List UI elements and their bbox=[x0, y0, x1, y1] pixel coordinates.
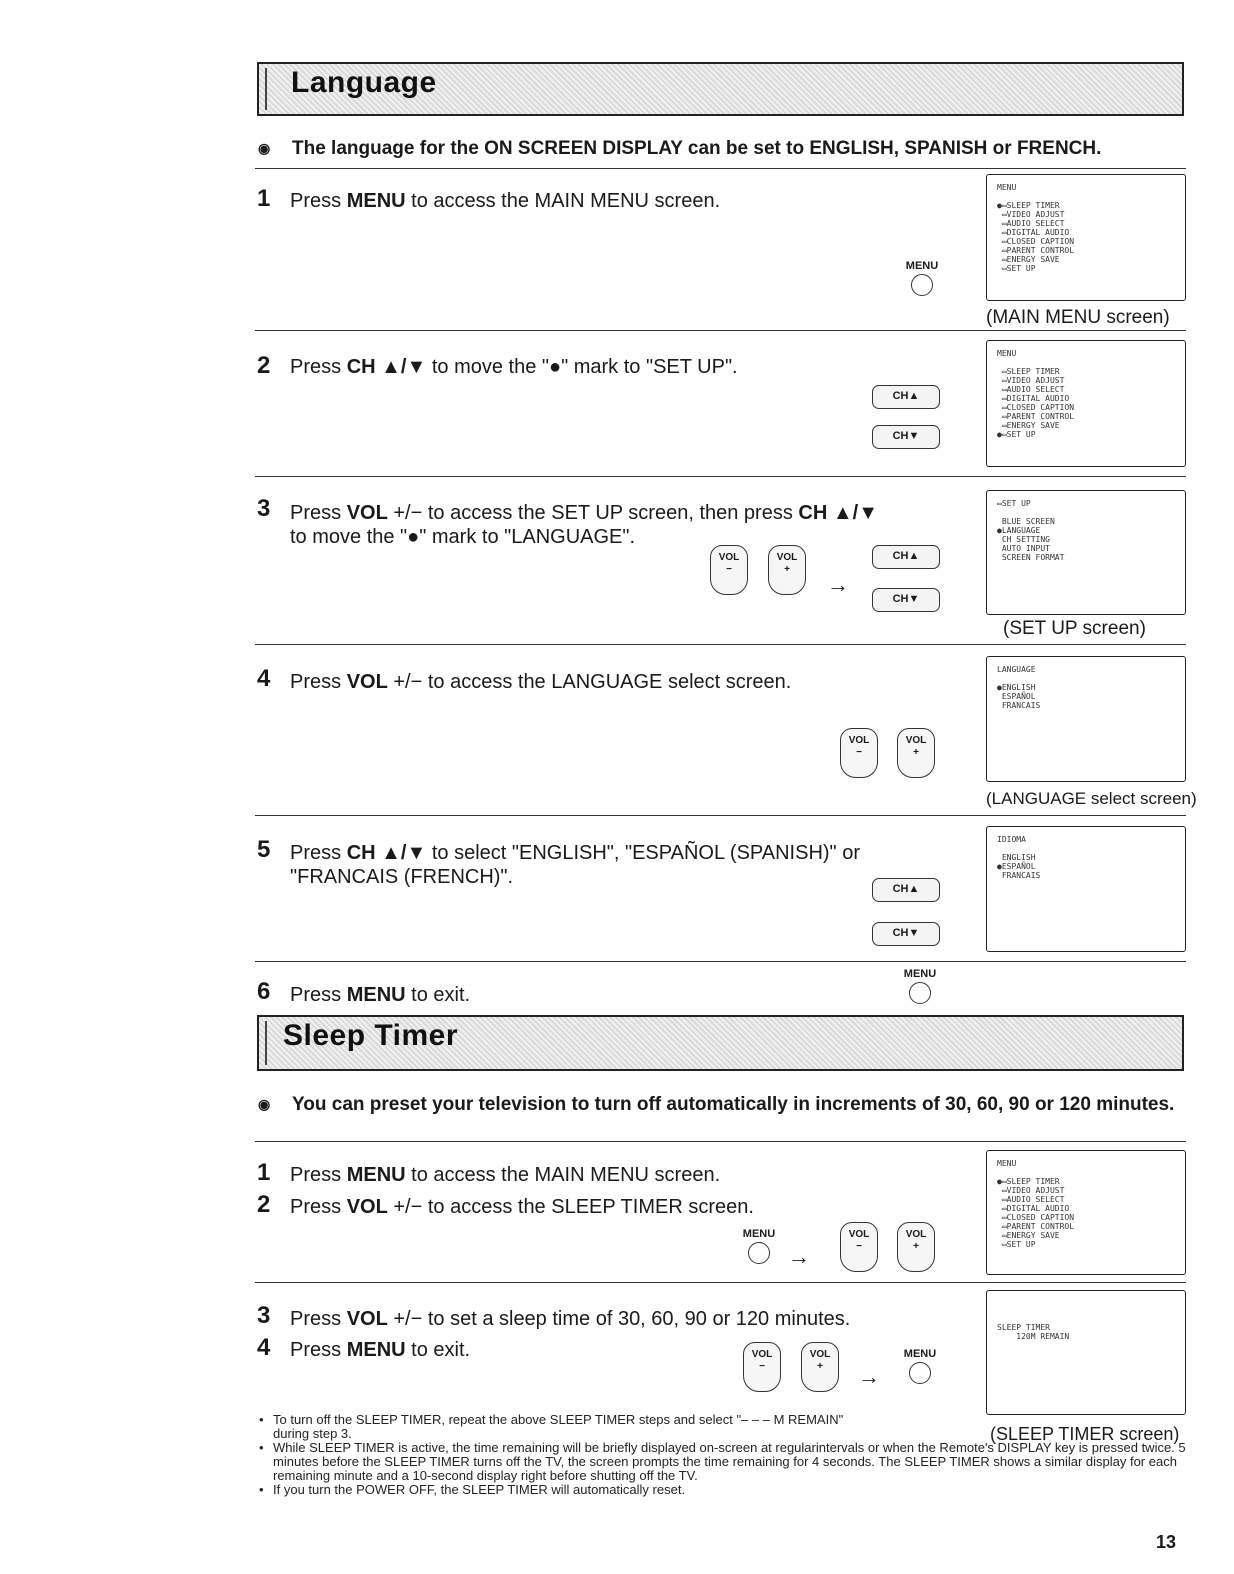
screen-menu-line: AUTO INPUT bbox=[997, 544, 1050, 553]
divider bbox=[255, 476, 1186, 477]
bullet-icon: ◉ bbox=[258, 140, 271, 156]
screen-menu-line: MENU bbox=[997, 183, 1017, 192]
screen-menu-line: FRANCAIS bbox=[997, 701, 1041, 710]
page-number: 13 bbox=[1156, 1532, 1177, 1552]
screen-menu-line: ▭VIDEO ADJUST bbox=[997, 210, 1065, 219]
circle-button-icon bbox=[909, 1362, 931, 1384]
notes-list bbox=[257, 1413, 1187, 1497]
divider bbox=[255, 330, 1186, 331]
circle-button-icon bbox=[748, 1242, 770, 1264]
screen-menu-line: ▭VIDEO ADJUST bbox=[997, 376, 1065, 385]
language-select-screen bbox=[986, 656, 1186, 782]
vol-plus-button[interactable]: VOL + bbox=[768, 545, 806, 595]
menu-button[interactable]: MENU bbox=[900, 968, 940, 1004]
screen-menu-line bbox=[997, 674, 1179, 683]
ch-down-button[interactable]: CH▼ bbox=[872, 588, 940, 612]
note-item: • If you turn the POWER OFF, the SLEEP TIMER will automatically reset. bbox=[257, 1483, 1187, 1497]
sleep-section-title: Sleep Timer bbox=[283, 1019, 459, 1052]
step-text: Press VOL +/− to set a sleep time of 30, 60, 90 or 120 minutes. bbox=[290, 1308, 851, 1330]
screen-menu-line: ▭DIGITAL AUDIO bbox=[997, 394, 1070, 403]
vol-plus-button[interactable]: VOL + bbox=[897, 728, 935, 778]
screen-menu-line: ESPAÑOL bbox=[997, 692, 1036, 701]
step-number: 2 bbox=[257, 352, 271, 379]
language-section-title: Language bbox=[291, 66, 437, 99]
screen-menu-line: ▭ENERGY SAVE bbox=[997, 421, 1060, 430]
screen-menu-line bbox=[997, 192, 1179, 201]
screen-menu-line bbox=[997, 358, 1179, 367]
note-item: • To turn off the SLEEP TIMER, repeat the above SLEEP TIMER steps and select "– – – M REMAIN" during step 3. bbox=[257, 1413, 853, 1441]
screen-menu-line: ▭PARENT CONTROL bbox=[997, 412, 1075, 421]
step-text: Press VOL +/− to access the SLEEP TIMER screen. bbox=[290, 1196, 754, 1218]
screen-menu-line: ▭AUDIO SELECT bbox=[997, 219, 1065, 228]
screen-menu-line: SCREEN FORMAT bbox=[997, 553, 1065, 562]
screen-menu-line: BLUE SCREEN bbox=[997, 517, 1055, 526]
screen-menu-line: MENU bbox=[997, 1159, 1017, 1168]
vol-minus-button[interactable]: VOL − bbox=[710, 545, 748, 595]
screen-menu-line: ▭ENERGY SAVE bbox=[997, 1231, 1060, 1240]
screen-menu-line: MENU bbox=[997, 349, 1017, 358]
step-text: Press VOL +/− to access the SET UP screen, then press CH ▲/▼ to move the "●" mark to "LANGUAGE". bbox=[290, 502, 878, 548]
divider bbox=[255, 644, 1186, 645]
divider bbox=[255, 961, 1186, 962]
screen-menu-line: ▭CLOSED CAPTION bbox=[997, 403, 1075, 412]
screen-caption: (MAIN MENU screen) bbox=[986, 307, 1170, 328]
ch-down-button[interactable]: CH▼ bbox=[872, 922, 940, 946]
vol-minus-button[interactable]: VOL − bbox=[743, 1342, 781, 1392]
ch-up-button[interactable]: CH▲ bbox=[872, 385, 940, 409]
screen-menu-line: ▭ENERGY SAVE bbox=[997, 255, 1060, 264]
screen-menu-line: ●▭SLEEP TIMER bbox=[997, 201, 1060, 210]
step-number: 4 bbox=[257, 1334, 271, 1361]
screen-menu-line bbox=[997, 1314, 1179, 1323]
screen-menu-line: ▭AUDIO SELECT bbox=[997, 1195, 1065, 1204]
screen-menu-line: ▭CLOSED CAPTION bbox=[997, 1213, 1075, 1222]
sleep-timer-screen bbox=[986, 1290, 1186, 1415]
screen-menu-line: ●ENGLISH bbox=[997, 683, 1036, 692]
step-text: Press CH ▲/▼ to move the "●" mark to "SET UP". bbox=[290, 356, 738, 378]
main-menu-screen bbox=[986, 1150, 1186, 1275]
step-number: 6 bbox=[257, 978, 271, 1005]
menu-button[interactable]: MENU bbox=[902, 260, 942, 296]
circle-button-icon bbox=[909, 982, 931, 1004]
screen-menu-line: ▭DIGITAL AUDIO bbox=[997, 1204, 1070, 1213]
screen-caption: (SET UP screen) bbox=[1003, 618, 1146, 639]
main-menu-screen bbox=[986, 174, 1186, 301]
step-text: Press MENU to exit. bbox=[290, 1339, 471, 1361]
screen-menu-line: ENGLISH bbox=[997, 853, 1036, 862]
screen-menu-line bbox=[997, 508, 1179, 517]
vol-minus-button[interactable]: VOL − bbox=[840, 728, 878, 778]
screen-menu-line: ▭VIDEO ADJUST bbox=[997, 1186, 1065, 1195]
screen-caption: (SLEEP TIMER screen) bbox=[990, 1424, 1180, 1444]
arrow-right-icon: → bbox=[788, 1244, 810, 1269]
screen-menu-line: ▭SET UP bbox=[997, 499, 1031, 508]
step-number: 4 bbox=[257, 665, 271, 692]
main-menu-setup-screen bbox=[986, 340, 1186, 467]
ch-up-button[interactable]: CH▲ bbox=[872, 878, 940, 902]
screen-menu-line: ●ESPAÑOL bbox=[997, 862, 1036, 871]
step-text: Press MENU to exit. bbox=[290, 984, 471, 1006]
note-item: • While SLEEP TIMER is active, the time remaining will be briefly displayed on-screen at regularintervals or when the Remote's DISPLAY key is pressed twice. 5 minutes before the SLEEP TIMER turns off the TV, the screen prompts the time remaining for 4 seconds. The SLEEP TIMER shows a similar display for each remaining minute and a 10-second display right before shutting off the TV. bbox=[257, 1441, 1187, 1483]
step-number: 3 bbox=[257, 495, 271, 522]
screen-menu-line: ▭SET UP bbox=[997, 264, 1036, 273]
screen-menu-line: ▭SLEEP TIMER bbox=[997, 367, 1060, 376]
screen-menu-line bbox=[997, 1305, 1179, 1314]
arrow-right-icon: → bbox=[858, 1364, 880, 1389]
idioma-screen bbox=[986, 826, 1186, 952]
step-number: 1 bbox=[257, 185, 271, 212]
language-section-header bbox=[257, 62, 1184, 116]
menu-button[interactable]: MENU bbox=[739, 1228, 779, 1264]
step-text: Press MENU to access the MAIN MENU screen. bbox=[290, 1164, 721, 1186]
arrow-right-icon: → bbox=[827, 572, 849, 597]
step-number: 3 bbox=[257, 1302, 271, 1329]
circle-button-icon bbox=[911, 274, 933, 296]
screen-menu-line: 120M REMAIN bbox=[997, 1332, 1070, 1341]
menu-button[interactable]: MENU bbox=[900, 1348, 940, 1384]
sleep-section-header bbox=[257, 1015, 1184, 1071]
screen-menu-line: ●LANGUAGE bbox=[997, 526, 1041, 535]
vol-plus-button[interactable]: VOL + bbox=[801, 1342, 839, 1392]
screen-menu-line: ▭CLOSED CAPTION bbox=[997, 237, 1075, 246]
screen-menu-line: CH SETTING bbox=[997, 535, 1050, 544]
step-text: Press CH ▲/▼ to select "ENGLISH", "ESPAÑOL (SPANISH)" or "FRANCAIS (FRENCH)". bbox=[290, 842, 860, 888]
ch-down-button[interactable]: CH▼ bbox=[872, 425, 940, 449]
vol-plus-button[interactable]: VOL + bbox=[897, 1222, 935, 1272]
ch-up-button[interactable]: CH▲ bbox=[872, 545, 940, 569]
screen-menu-line: ▭PARENT CONTROL bbox=[997, 246, 1075, 255]
screen-menu-line: SLEEP TIMER bbox=[997, 1323, 1050, 1332]
divider bbox=[255, 1282, 1186, 1283]
step-number: 5 bbox=[257, 836, 271, 863]
step-text: Press MENU to access the MAIN MENU screen. bbox=[290, 190, 721, 212]
screen-menu-line: FRANCAIS bbox=[997, 871, 1041, 880]
screen-menu-line: ●▭SET UP bbox=[997, 430, 1036, 439]
divider bbox=[255, 168, 1186, 169]
screen-menu-line: ▭PARENT CONTROL bbox=[997, 1222, 1075, 1231]
vol-minus-button[interactable]: VOL − bbox=[840, 1222, 878, 1272]
screen-menu-line bbox=[997, 1168, 1179, 1177]
screen-menu-line: ▭AUDIO SELECT bbox=[997, 385, 1065, 394]
setup-screen bbox=[986, 490, 1186, 615]
bullet-icon: ◉ bbox=[258, 1096, 271, 1112]
divider bbox=[255, 815, 1186, 816]
screen-menu-line: ▭SET UP bbox=[997, 1240, 1036, 1249]
step-number: 2 bbox=[257, 1191, 271, 1218]
screen-menu-line: ●▭SLEEP TIMER bbox=[997, 1177, 1060, 1186]
screen-menu-line: LANGUAGE bbox=[997, 665, 1036, 674]
screen-menu-line bbox=[997, 844, 1179, 853]
step-number: 1 bbox=[257, 1159, 271, 1186]
screen-menu-line: IDIOMA bbox=[997, 835, 1026, 844]
screen-caption: (LANGUAGE select screen) bbox=[986, 789, 1197, 808]
step-text: Press VOL +/− to access the LANGUAGE select screen. bbox=[290, 671, 792, 693]
screen-menu-line: ▭DIGITAL AUDIO bbox=[997, 228, 1070, 237]
divider bbox=[255, 1141, 1186, 1142]
